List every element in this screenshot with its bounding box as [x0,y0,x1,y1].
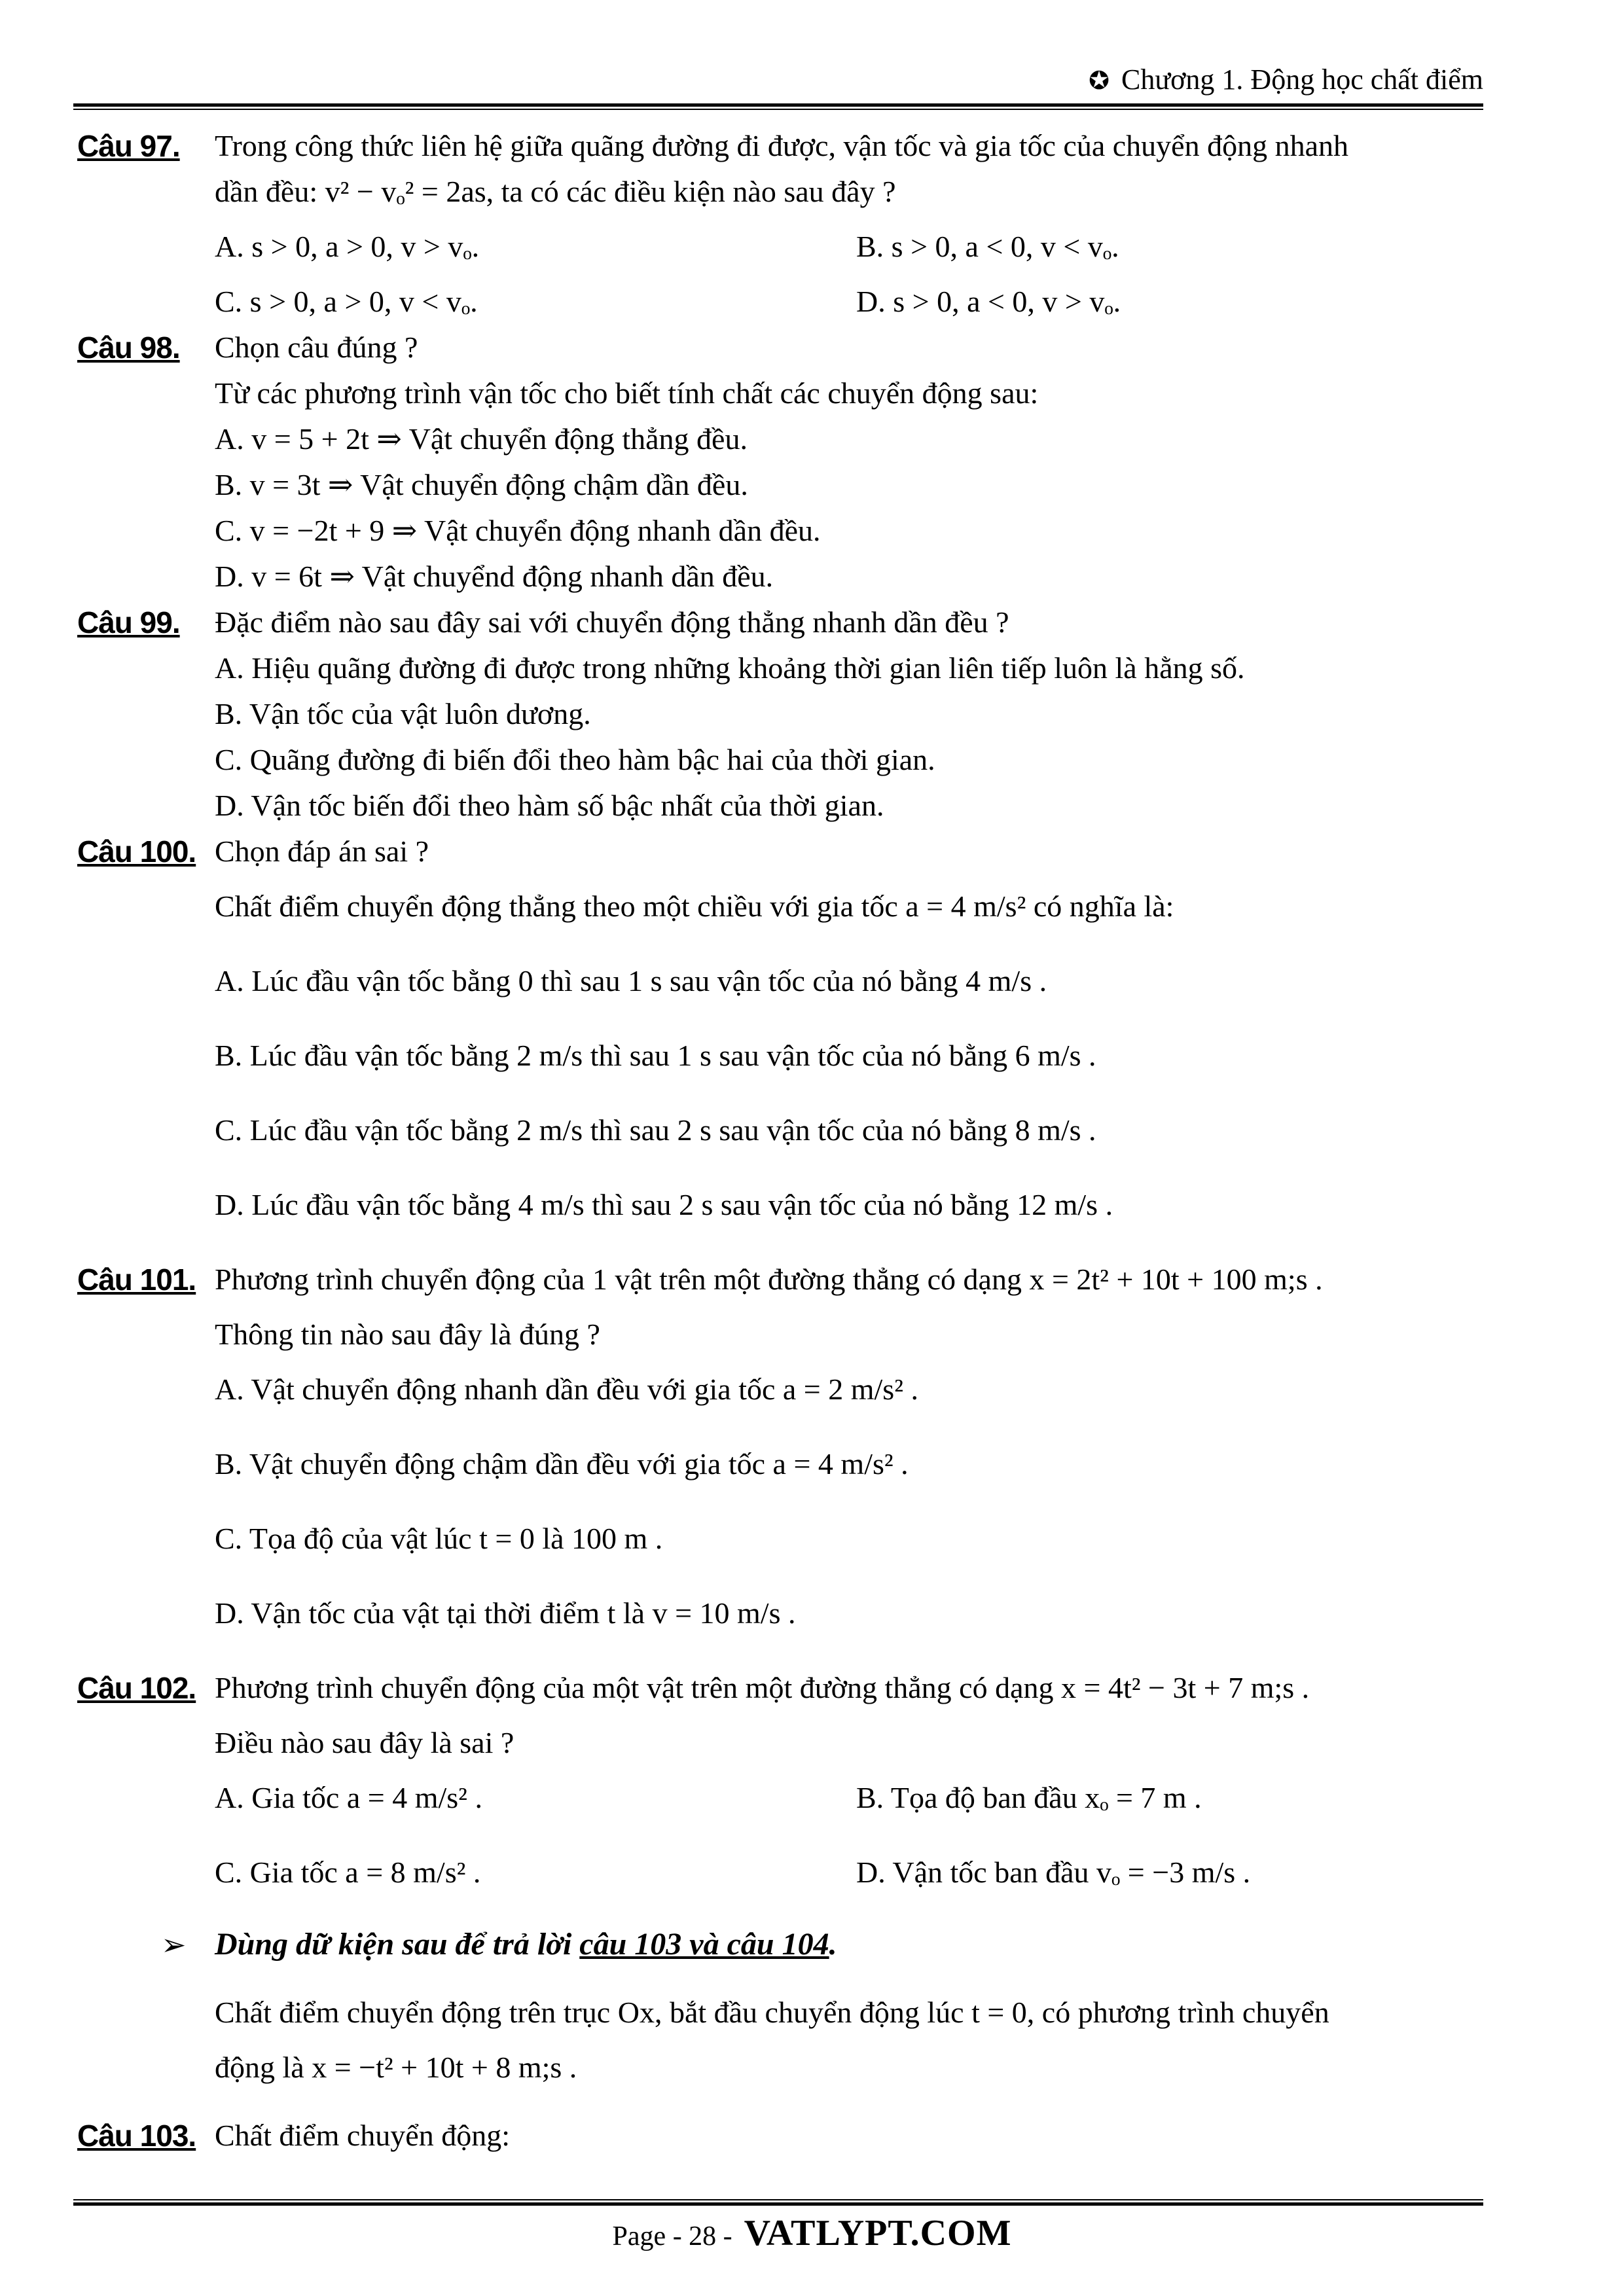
option-b: B. Vật chuyển động chậm dần đều với gia tốc a = 4 m/s² . [215,1447,909,1480]
header-divider [73,103,1483,110]
option-b: B. v = 3t ⇒ Vật chuyển động chậm dần đều. [215,468,748,501]
question-text: Điều nào sau đây là sai ? [215,1726,514,1759]
option-d: D. s > 0, a < 0, v > vₒ. [856,285,1121,318]
arrow-bullet-icon: ➢ [161,1927,187,1962]
option-b: B. s > 0, a < 0, v < vₒ. [856,230,1119,263]
note-heading-ref: câu 103 và câu 104 [579,1927,829,1962]
star-circle-icon: ✪ [1089,66,1110,95]
option-d: D. v = 6t ⇒ Vật chuyểnd động nhanh dần đều. [215,560,774,593]
question-text: Chọn đáp án sai ? [215,834,429,868]
question-label: Câu 99. [77,605,180,639]
option-c: C. Gia tốc a = 8 m/s² . [215,1856,481,1889]
question-99 [77,600,1485,829]
site-name: VATLYPT.COM [744,2213,1012,2253]
option-c: C. Tọa độ của vật lúc t = 0 là 100 m . [215,1522,663,1555]
page-number: Page - 28 - [612,2221,732,2251]
question-text: Chất điểm chuyển động: [215,2119,510,2152]
question-100 [77,829,1485,1228]
option-a: A. s > 0, a > 0, v > vₒ. [215,230,480,263]
option-b: B. Vận tốc của vật luôn dương. [215,697,591,730]
options-grid [215,224,1485,325]
option-c: C. Quãng đường đi biến đổi theo hàm bậc hai của thời gian. [215,743,935,776]
question-label: Câu 101. [77,1263,196,1297]
option-d: D. Lúc đầu vận tốc bằng 4 m/s thì sau 2 s sau vận tốc của nó bằng 12 m/s . [215,1188,1113,1221]
option-c: C. v = −2t + 9 ⇒ Vật chuyển động nhanh dần đều. [215,514,821,547]
data-note [77,1922,1485,2090]
option-c: C. Lúc đầu vận tốc bằng 2 m/s thì sau 2 s sau vận tốc của nó bằng 8 m/s . [215,1113,1096,1147]
question-text: dần đều: v² − vₒ² = 2as, ta có các điều kiện nào sau đây ? [215,175,896,208]
chapter-title: Chương 1. Động học chất điểm [1121,63,1483,96]
question-101 [77,1257,1485,1636]
page-footer [0,2212,1624,2254]
option-d: D. Vận tốc của vật tại thời điểm t là v = 10 m/s . [215,1596,796,1630]
question-label: Câu 103. [77,2119,196,2153]
page-header [71,60,1483,99]
question-label: Câu 98. [77,331,180,365]
note-text: Chất điểm chuyển động trên trục Ox, bắt đầu chuyển động lúc t = 0, có phương trình chuyển [215,1996,1329,2029]
question-text: Trong công thức liên hệ giữa quãng đường đi được, vận tốc và gia tốc của chuyển động nhanh [215,129,1349,162]
option-d: D. Vận tốc biến đổi theo hàm số bậc nhất của thời gian. [215,789,884,822]
note-heading-suffix: . [829,1927,837,1962]
option-a: A. Lúc đầu vận tốc bằng 0 thì sau 1 s sau vận tốc của nó bằng 4 m/s . [215,964,1047,997]
page-content [77,123,1485,2159]
option-b: B. Lúc đầu vận tốc bằng 2 m/s thì sau 1 s sau vận tốc của nó bằng 6 m/s . [215,1039,1096,1072]
note-heading-prefix: Dùng dữ kiện sau để trả lời [215,1927,580,1962]
question-text: Thông tin nào sau đây là đúng ? [215,1318,600,1351]
note-heading [215,1922,1485,1967]
option-a: A. v = 5 + 2t ⇒ Vật chuyển động thẳng đều. [215,422,748,456]
option-d: D. Vận tốc ban đầu vₒ = −3 m/s . [856,1856,1251,1889]
question-label: Câu 102. [77,1671,196,1705]
options-grid [215,1775,1485,1895]
question-label: Câu 100. [77,834,196,869]
question-text: Chất điểm chuyển động thẳng theo một chiều với gia tốc a = 4 m/s² có nghĩa là: [215,889,1174,923]
note-text: động là x = −t² + 10t + 8 m;s . [215,2051,577,2084]
footer-divider [73,2199,1483,2206]
question-97 [77,123,1485,325]
option-a: A. Hiệu quãng đường đi được trong những khoảng thời gian liên tiếp luôn là hằng số. [215,651,1245,685]
question-102 [77,1665,1485,1895]
question-text: Phương trình chuyển động của một vật trên một đường thẳng có dạng x = 4t² − 3t + 7 m;s . [215,1671,1310,1704]
question-103 [77,2113,1485,2159]
question-text: Đặc điểm nào sau đây sai với chuyển động thẳng nhanh dần đều ? [215,605,1009,639]
option-a: A. Gia tốc a = 4 m/s² . [215,1781,482,1814]
question-text: Từ các phương trình vận tốc cho biết tính chất các chuyển động sau: [215,376,1039,410]
question-label: Câu 97. [77,129,180,163]
option-c: C. s > 0, a > 0, v < vₒ. [215,285,478,318]
question-text: Chọn câu đúng ? [215,331,418,364]
question-text: Phương trình chuyển động của 1 vật trên một đường thẳng có dạng x = 2t² + 10t + 100 m;s . [215,1263,1323,1296]
option-a: A. Vật chuyển động nhanh dần đều với gia tốc a = 2 m/s² . [215,1372,919,1406]
option-b: B. Tọa độ ban đầu xₒ = 7 m . [856,1781,1202,1814]
question-98 [77,325,1485,600]
